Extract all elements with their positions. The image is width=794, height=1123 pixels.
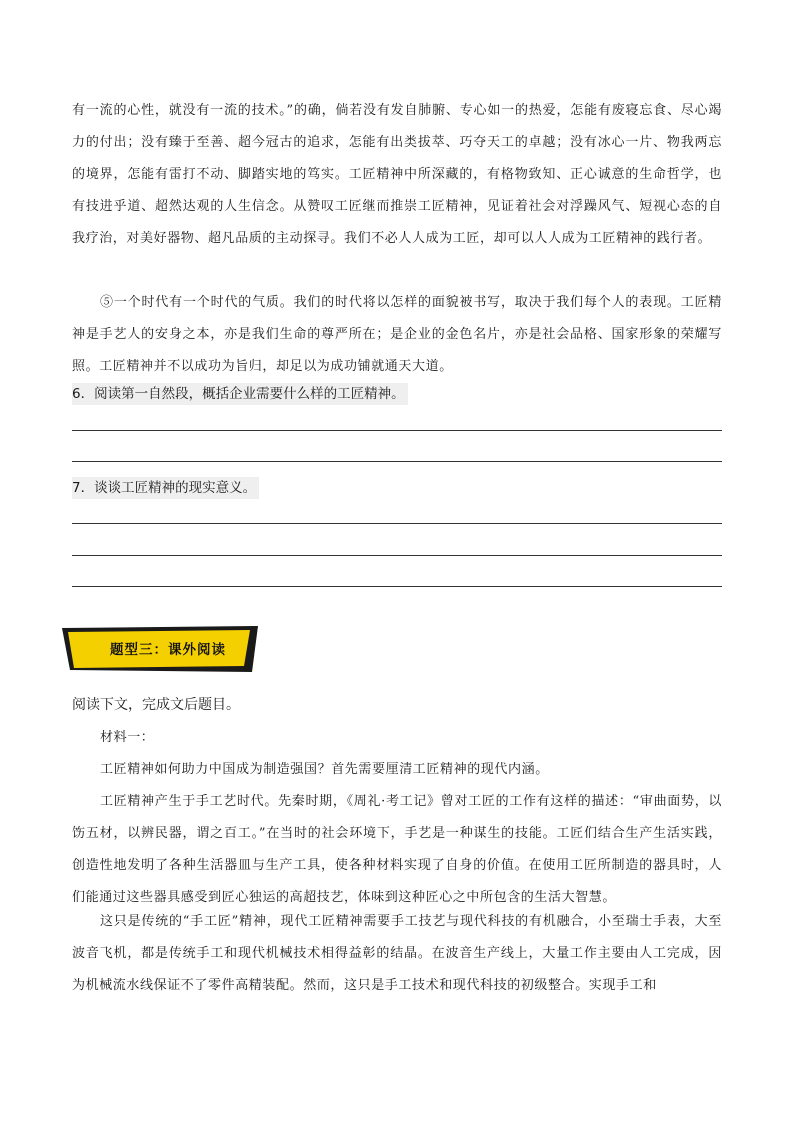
reading-instruction: 阅读下文，完成文后题目。 <box>72 697 240 713</box>
answer-line <box>72 430 722 431</box>
question-6: 6．阅读第一自然段，概括企业需要什么样的工匠精神。 <box>72 383 408 405</box>
question-7: 7．谈谈工匠精神的现实意义。 <box>72 477 259 499</box>
material-label: 材料一： <box>100 730 155 745</box>
answer-line <box>72 555 722 556</box>
material-paragraph: 这只是传统的“手工匠”精神，现代工匠精神需要手工技艺与现代科技的有机融合，小至瑞士手表，大至波音飞机，都是传统手工和现代机械技术相得益彰的结晶。在波音生产线上，大量工作主要由人工完成，因为机械流水线保证不了零件高精装配。然而，这只是手工技术和现代科技的初级整合。实现手工和 <box>72 914 722 993</box>
material-paragraph: 工匠精神产生于手工艺时代。先秦时期，《周礼·考工记》曾对工匠的工作有这样的描述：“审曲面势，以饬五材，以辨民器，谓之百工。”在当时的社会环境下，手艺是一种谋生的技能。工匠们结合生产生活实践，创造性地发明了各种生活器皿与生产工具，使各种材料实现了自身的价值。在使用工匠所制造的器具时，人们能通过这些器具感受到匠心独运的高超技艺，体味到这种匠心之中所包含的生活大智慧。 <box>72 794 722 905</box>
passage-paragraph-continued: 有一流的心性，就没有一流的技术。”的确，倘若没有发自肺腑、专心如一的热爱，怎能有废寝忘食、尽心竭力的付出；没有臻于至善、超今冠古的追求，怎能有出类拔萃、巧夺天工的卓越；没有冰心一片、物我两忘的境界，怎能有雷打不动、脚踏实地的笃实。工匠精神中所深藏的，有格物致知、正心诚意的生命哲学，也有技进乎道、超然达观的人生信念。从赞叹工匠继而推崇工匠精神，见证着社会对浮躁风气、短视心态的自我疗治，对美好器物、超凡品质的主动探寻。我们不必人人成为工匠，却可以人人成为工匠精神的践行者。 <box>72 103 722 246</box>
section-title: 题型三：课外阅读 <box>110 642 226 658</box>
material-paragraph: 工匠精神如何助力中国成为制造强国？首先需要厘清工匠精神的现代内涵。 <box>100 762 549 777</box>
answer-line <box>72 461 722 462</box>
answer-line <box>72 523 722 524</box>
answer-line <box>72 586 722 587</box>
passage-paragraph-5: ⑤一个时代有一个时代的气质。我们的时代将以怎样的面貌被书写，取决于我们每个人的表现。工匠精神是手艺人的安身之本，亦是我们生命的尊严所在；是企业的金色名片，亦是社会品格、国家形象的荣耀写照。工匠精神并不以成功为旨归，却足以为成功铺就通天大道。 <box>72 295 722 374</box>
